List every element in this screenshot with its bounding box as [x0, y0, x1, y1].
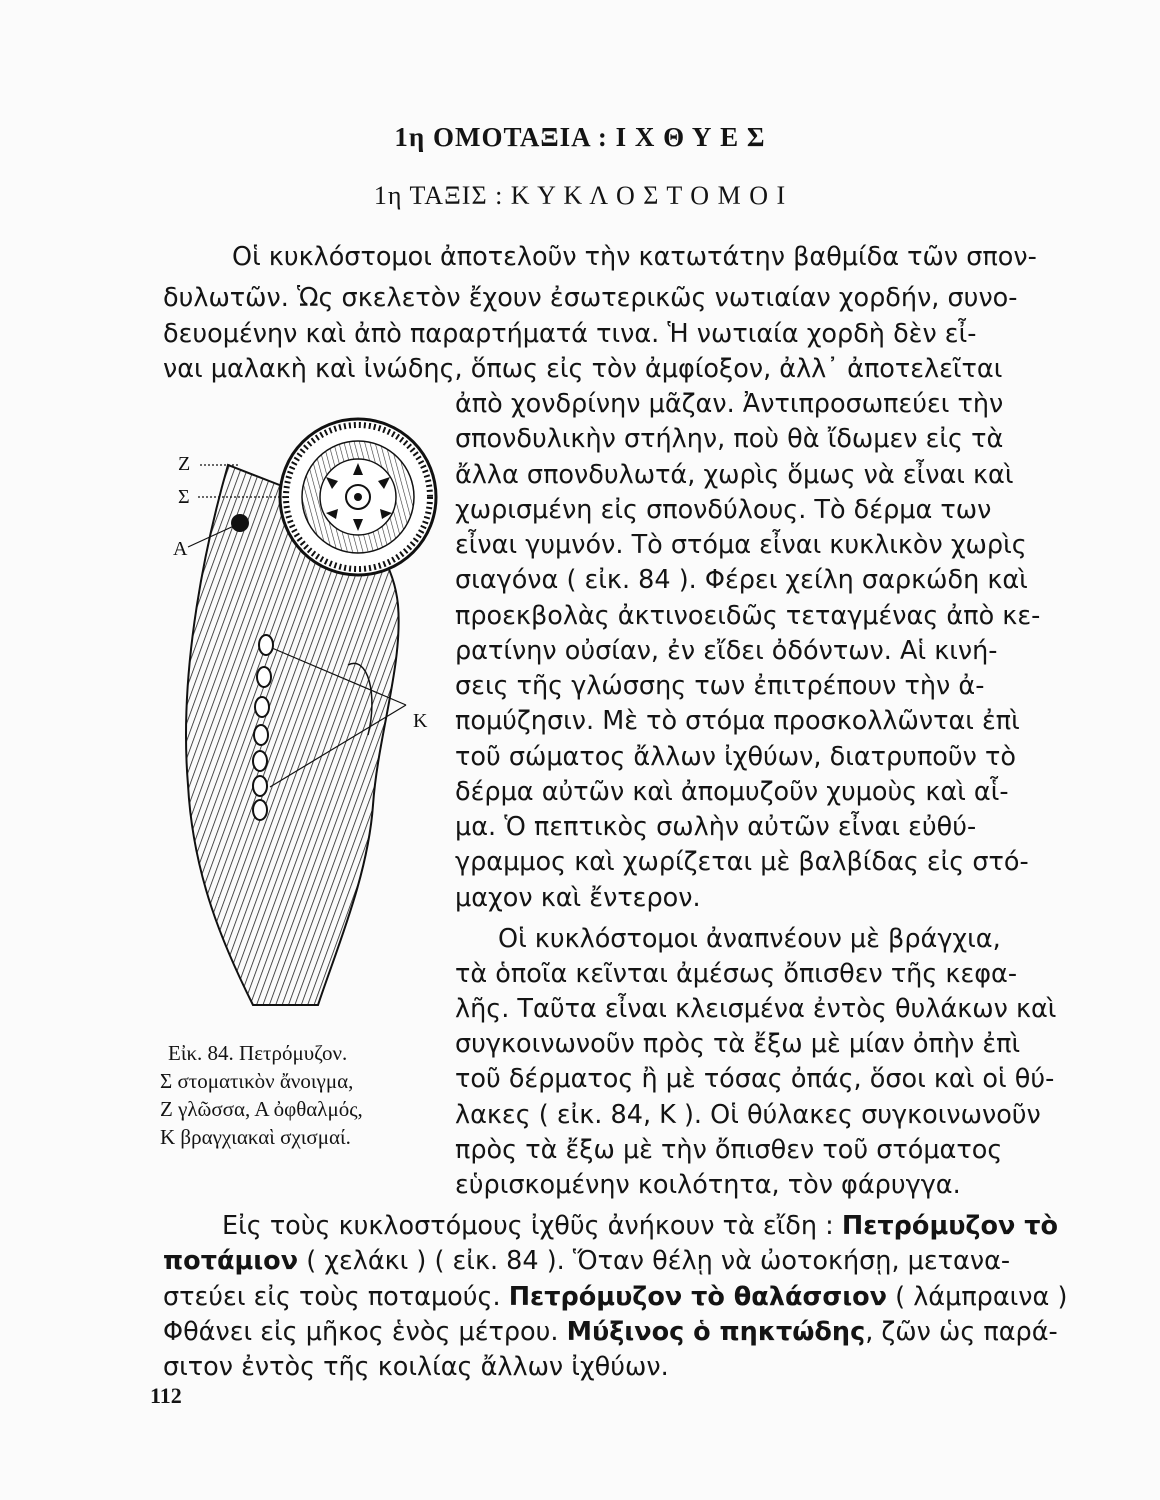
text-line: ρατίνην οὐσίαν, ἐν εἴδει ὀδόντων. Αἱ κινή- [455, 636, 998, 666]
text-run: Εἰς τοὺς κυκλοστόμους ἰχθῦς ἀνήκουν τὰ εἴδη : [222, 1211, 834, 1241]
text-line: λῆς. Ταῦτα εἶναι κλεισμένα ἐντὸς θυλάκων καὶ [455, 994, 1057, 1024]
text-line: σιτον ἐντὸς τῆς κοιλίας ἄλλων ἰχθύων. [163, 1352, 669, 1382]
label-z: Z [178, 453, 191, 475]
text-run: ( λάμπραινα ) [895, 1282, 1068, 1312]
text-line [163, 1245, 1010, 1277]
species-name: Μύξινος ὁ πηκτώδης [566, 1317, 866, 1347]
text-line: ναι μαλακὴ καὶ ἰνώδης, ὅπως εἰς τὸν ἀμφίοξον, ἀλλ᾽ ἀποτελεῖται [163, 354, 1003, 384]
label-s: Σ [178, 486, 190, 508]
text-line: χωρισμένη εἰς σπονδύλους. Τὸ δέρμα των [455, 495, 992, 525]
species-name: Πετρόμυζον τὸ θαλάσσιον [508, 1282, 888, 1312]
text-line: μα. Ὁ πεπτικὸς σωλὴν αὐτῶν εἶναι εὐθύ- [455, 812, 977, 842]
heading-order: 1η ΟΜΟΤΑΞΙΑ : Ι Χ Θ Υ Ε Σ [394, 122, 766, 152]
text-line: γραμμος καὶ χωρίζεται μὲ βαλβίδας εἰς στό- [455, 847, 1029, 877]
figure-caption-title: Εἰκ. 84. Πετρόμυζον. [168, 1041, 348, 1065]
text-line: μαχον καὶ ἔντερον. [455, 883, 701, 913]
text-line: τοῦ σώματος ἄλλων ἰχθύων, διατρυποῦν τὸ [455, 742, 1016, 772]
text-line: ἀπὸ χονδρίνην μᾶζαν. Ἀντιπροσωπεύει τὴν [455, 389, 1004, 419]
text-line: ἄλλα σπονδυλωτά, χωρὶς ὅμως νὰ εἶναι καὶ [455, 460, 1014, 490]
text-line: εὑρισκομένην κοιλότητα, τὸν φάρυγγα. [455, 1170, 961, 1200]
text-line: δέρμα αὐτῶν καὶ ἀπομυζοῦν χυμοὺς καὶ αἷ- [455, 777, 1009, 807]
text-line: συγκοινωνοῦν πρὸς τὰ ἔξω μὲ μίαν ὀπὴν ἐπὶ [455, 1029, 1021, 1059]
text-line [222, 1210, 1058, 1242]
label-k: K [413, 710, 428, 732]
text-line: σεις τῆς γλώσσης των ἐπιτρέπουν τὴν ἀ- [455, 671, 985, 701]
text-line: πρὸς τὰ ἔξω μὲ τὴν ὄπισθεν τοῦ στόματος [455, 1135, 1003, 1165]
species-name: Πετρόμυζον τὸ [841, 1211, 1059, 1241]
text-line [163, 1316, 1058, 1348]
species-name: ποτάμιον [163, 1246, 299, 1276]
lamprey-illustration [168, 405, 453, 1035]
text-line: δευομένην καὶ ἀπὸ παραρτήματά τινα. Ἡ νωτιαία χορδὴ δὲν εἶ- [163, 319, 977, 349]
text-line: τὰ ὁποῖα κεῖνται ἀμέσως ὄπισθεν τῆς κεφα- [455, 959, 1018, 989]
figure-caption-line: Κ βραγχιακαὶ σχισμαί. [160, 1125, 351, 1149]
text-line: προεκβολὰς ἀκτινοειδῶς τεταγμένας ἀπὸ κε- [455, 601, 1041, 631]
text-line: σιαγόνα ( εἰκ. 84 ). Φέρει χείλη σαρκώδη καὶ [455, 565, 1028, 595]
figure-caption-line: Ζ γλῶσσα, Α ὀφθαλμός, [160, 1097, 363, 1121]
text-line: Οἱ κυκλόστομοι ἀποτελοῦν τὴν κατωτάτην βαθμίδα τῶν σπον- [232, 242, 1037, 272]
text-line: σπονδυλικὴν στήλην, ποὺ θὰ ἴδωμεν εἰς τὰ [455, 424, 1004, 454]
text-line: εἶναι γυμνόν. Τὸ στόμα εἶναι κυκλικὸν χωρὶς [455, 530, 1027, 560]
heading-class: 1η ΤΑΞΙΣ : Κ Υ Κ Λ Ο Σ Τ Ο Μ Ο Ι [373, 181, 787, 210]
figure-caption-line: Σ στοματικὸν ἄνοιγμα, [160, 1069, 354, 1093]
text-run: ( χελάκι ) ( εἰκ. 84 ). Ὅταν θέλῃ νὰ ὠοτοκήσῃ, μετανα- [306, 1246, 1011, 1276]
text-line: δυλωτῶν. Ὡς σκελετὸν ἔχουν ἐσωτερικῶς νωτιαίαν χορδήν, συνο- [163, 283, 1018, 313]
text-line [163, 1281, 1067, 1313]
text-line: πομύζησιν. Μὲ τὸ στόμα προσκολλῶνται ἐπὶ [455, 706, 1020, 736]
text-run: Φθάνει εἰς μῆκος ἑνὸς μέτρου. [163, 1317, 559, 1347]
text-run: , ζῶν ὡς παρά- [865, 1317, 1058, 1347]
label-a: A [173, 538, 188, 560]
text-line: λακες ( εἰκ. 84, Κ ). Οἱ θύλακες συγκοινωνοῦν [455, 1100, 1041, 1130]
text-run: στεύει εἰς τοὺς ποταμούς. [163, 1282, 501, 1312]
text-line: Οἱ κυκλόστομοι ἀναπνέουν μὲ βράγχια, [498, 924, 1001, 954]
page-number: 112 [150, 1383, 182, 1408]
text-line: τοῦ δέρματος ἢ μὲ τόσας ὀπάς, ὅσοι καὶ οἱ θύ- [455, 1064, 1055, 1094]
